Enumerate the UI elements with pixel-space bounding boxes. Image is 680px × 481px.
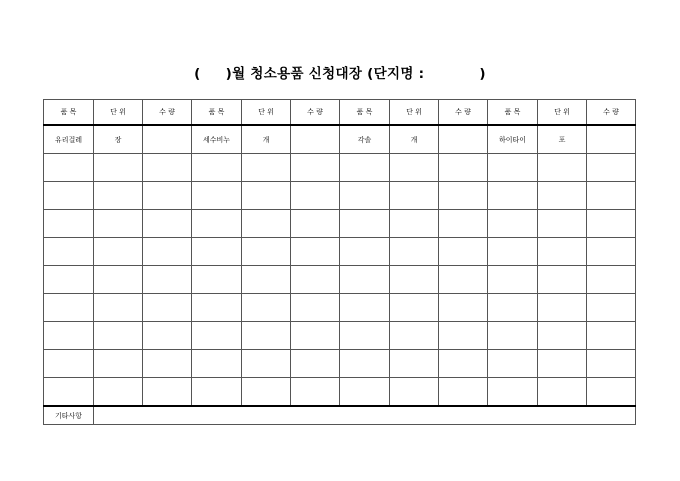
table-cell[interactable] bbox=[390, 182, 439, 210]
table-cell[interactable] bbox=[340, 182, 390, 210]
table-cell[interactable] bbox=[390, 238, 439, 266]
column-header: 단 위 bbox=[94, 100, 143, 126]
table-cell[interactable] bbox=[390, 322, 439, 350]
table-cell[interactable] bbox=[291, 210, 340, 238]
table-cell[interactable] bbox=[340, 350, 390, 378]
column-header: 단 위 bbox=[242, 100, 291, 126]
table-cell[interactable] bbox=[340, 378, 390, 407]
table-cell[interactable] bbox=[143, 238, 192, 266]
table-cell[interactable] bbox=[44, 238, 94, 266]
table-cell[interactable] bbox=[242, 266, 291, 294]
table-cell[interactable] bbox=[291, 378, 340, 407]
table-cell[interactable] bbox=[538, 266, 587, 294]
table-cell[interactable] bbox=[587, 322, 636, 350]
table-row bbox=[44, 322, 636, 350]
table-cell[interactable] bbox=[192, 378, 242, 407]
table-cell[interactable] bbox=[143, 182, 192, 210]
table-cell[interactable] bbox=[340, 238, 390, 266]
table-cell[interactable] bbox=[439, 378, 488, 407]
table-cell[interactable] bbox=[242, 294, 291, 322]
table-row bbox=[44, 125, 636, 154]
table-cell[interactable] bbox=[44, 378, 94, 407]
table-cell[interactable] bbox=[242, 350, 291, 378]
table-cell[interactable] bbox=[94, 238, 143, 266]
table-cell[interactable] bbox=[390, 210, 439, 238]
table-cell[interactable] bbox=[143, 350, 192, 378]
table-cell[interactable] bbox=[390, 378, 439, 407]
table-cell[interactable] bbox=[94, 210, 143, 238]
column-header: 품 목 bbox=[44, 100, 94, 126]
table-cell[interactable] bbox=[143, 378, 192, 407]
table-cell[interactable] bbox=[488, 154, 538, 182]
table-cell[interactable] bbox=[242, 322, 291, 350]
table-cell[interactable] bbox=[44, 266, 94, 294]
table-cell[interactable] bbox=[192, 294, 242, 322]
note-field[interactable] bbox=[94, 406, 636, 425]
table-cell[interactable] bbox=[340, 154, 390, 182]
table-cell[interactable] bbox=[538, 350, 587, 378]
table-cell[interactable] bbox=[291, 294, 340, 322]
table-cell[interactable] bbox=[439, 125, 488, 154]
column-header: 품 목 bbox=[488, 100, 538, 126]
table-cell[interactable] bbox=[340, 322, 390, 350]
table-cell[interactable]: 개 bbox=[242, 125, 291, 154]
table-cell[interactable] bbox=[439, 238, 488, 266]
table-cell[interactable] bbox=[390, 294, 439, 322]
table-cell[interactable] bbox=[538, 294, 587, 322]
table-row bbox=[44, 378, 636, 407]
table-cell[interactable] bbox=[242, 238, 291, 266]
table-cell[interactable] bbox=[192, 182, 242, 210]
table-cell[interactable] bbox=[44, 182, 94, 210]
table-cell[interactable] bbox=[538, 238, 587, 266]
table-cell[interactable] bbox=[439, 266, 488, 294]
table-cell[interactable] bbox=[439, 154, 488, 182]
table-row bbox=[44, 182, 636, 210]
table-cell[interactable] bbox=[291, 238, 340, 266]
table-cell[interactable] bbox=[439, 182, 488, 210]
table-cell[interactable] bbox=[488, 238, 538, 266]
column-header: 수 량 bbox=[291, 100, 340, 126]
column-header: 품 목 bbox=[340, 100, 390, 126]
table-cell[interactable] bbox=[242, 154, 291, 182]
table-cell[interactable] bbox=[291, 154, 340, 182]
table-cell[interactable] bbox=[439, 210, 488, 238]
table-cell[interactable] bbox=[538, 378, 587, 407]
table-cell[interactable] bbox=[291, 266, 340, 294]
table-cell[interactable] bbox=[94, 154, 143, 182]
table-cell[interactable] bbox=[192, 266, 242, 294]
table-cell[interactable] bbox=[44, 210, 94, 238]
table-cell[interactable] bbox=[340, 210, 390, 238]
table-cell[interactable] bbox=[291, 322, 340, 350]
table-cell[interactable] bbox=[340, 266, 390, 294]
table-cell[interactable] bbox=[439, 294, 488, 322]
table-cell[interactable] bbox=[488, 378, 538, 407]
column-header: 수 량 bbox=[439, 100, 488, 126]
page-title: ( )월 청소용품 신청대장 (단지명 : ) bbox=[194, 66, 486, 82]
table-cell[interactable] bbox=[94, 322, 143, 350]
column-header: 수 량 bbox=[587, 100, 636, 126]
table-cell[interactable] bbox=[587, 210, 636, 238]
table-cell[interactable] bbox=[488, 182, 538, 210]
column-header: 단 위 bbox=[538, 100, 587, 126]
table-cell[interactable] bbox=[94, 294, 143, 322]
table-cell[interactable] bbox=[143, 322, 192, 350]
table-cell[interactable] bbox=[439, 322, 488, 350]
note-label: 기타사항 bbox=[44, 406, 94, 425]
table-cell[interactable] bbox=[94, 266, 143, 294]
table-cell[interactable]: 세수비누 bbox=[192, 125, 242, 154]
table-cell[interactable] bbox=[94, 182, 143, 210]
table-cell[interactable] bbox=[587, 294, 636, 322]
table-row bbox=[44, 154, 636, 182]
table-cell[interactable] bbox=[390, 350, 439, 378]
table-cell[interactable] bbox=[587, 378, 636, 407]
table-cell[interactable] bbox=[291, 125, 340, 154]
table-cell[interactable] bbox=[44, 350, 94, 378]
column-header: 단 위 bbox=[390, 100, 439, 126]
table-cell[interactable] bbox=[538, 182, 587, 210]
table-cell[interactable] bbox=[587, 266, 636, 294]
table-cell[interactable] bbox=[242, 378, 291, 407]
table-cell[interactable]: 개 bbox=[390, 125, 439, 154]
table-cell[interactable]: 장 bbox=[94, 125, 143, 154]
table-cell[interactable] bbox=[192, 238, 242, 266]
table-cell[interactable] bbox=[192, 322, 242, 350]
table-cell[interactable] bbox=[242, 210, 291, 238]
table-cell[interactable] bbox=[538, 154, 587, 182]
table-cell[interactable]: 포 bbox=[538, 125, 587, 154]
supply-request-table bbox=[43, 99, 636, 425]
table-cell[interactable] bbox=[488, 294, 538, 322]
table-cell[interactable] bbox=[143, 294, 192, 322]
header-row bbox=[44, 100, 636, 126]
note-row bbox=[44, 406, 636, 425]
table-cell[interactable] bbox=[587, 182, 636, 210]
table-cell[interactable] bbox=[242, 182, 291, 210]
table-cell[interactable] bbox=[439, 350, 488, 378]
table-cell[interactable] bbox=[488, 210, 538, 238]
table-cell[interactable] bbox=[44, 322, 94, 350]
table-cell[interactable] bbox=[94, 350, 143, 378]
column-header: 품 목 bbox=[192, 100, 242, 126]
table-row bbox=[44, 350, 636, 378]
table-cell[interactable] bbox=[488, 266, 538, 294]
table-cell[interactable] bbox=[390, 154, 439, 182]
table-row bbox=[44, 210, 636, 238]
table-cell[interactable]: 각솔 bbox=[340, 125, 390, 154]
table-cell[interactable] bbox=[143, 266, 192, 294]
table-cell[interactable] bbox=[587, 125, 636, 154]
table-cell[interactable] bbox=[143, 210, 192, 238]
table-cell[interactable] bbox=[538, 322, 587, 350]
table-cell[interactable] bbox=[192, 154, 242, 182]
table-cell[interactable] bbox=[143, 154, 192, 182]
table-cell[interactable] bbox=[587, 238, 636, 266]
table-cell[interactable]: 하이타이 bbox=[488, 125, 538, 154]
table-row bbox=[44, 294, 636, 322]
table-cell[interactable] bbox=[143, 125, 192, 154]
table-cell[interactable] bbox=[390, 266, 439, 294]
table-cell[interactable] bbox=[587, 154, 636, 182]
table-cell[interactable]: 유리걸레 bbox=[44, 125, 94, 154]
table-cell[interactable] bbox=[587, 350, 636, 378]
table-cell[interactable] bbox=[488, 350, 538, 378]
table-cell[interactable] bbox=[340, 294, 390, 322]
table-cell[interactable] bbox=[44, 154, 94, 182]
column-header: 수 량 bbox=[143, 100, 192, 126]
table-cell[interactable] bbox=[94, 378, 143, 407]
table-cell[interactable] bbox=[192, 210, 242, 238]
table-cell[interactable] bbox=[488, 322, 538, 350]
table-cell[interactable] bbox=[291, 182, 340, 210]
table-cell[interactable] bbox=[291, 350, 340, 378]
table-cell[interactable] bbox=[538, 210, 587, 238]
table-row bbox=[44, 238, 636, 266]
table-cell[interactable] bbox=[192, 350, 242, 378]
table-row bbox=[44, 266, 636, 294]
table-cell[interactable] bbox=[44, 294, 94, 322]
